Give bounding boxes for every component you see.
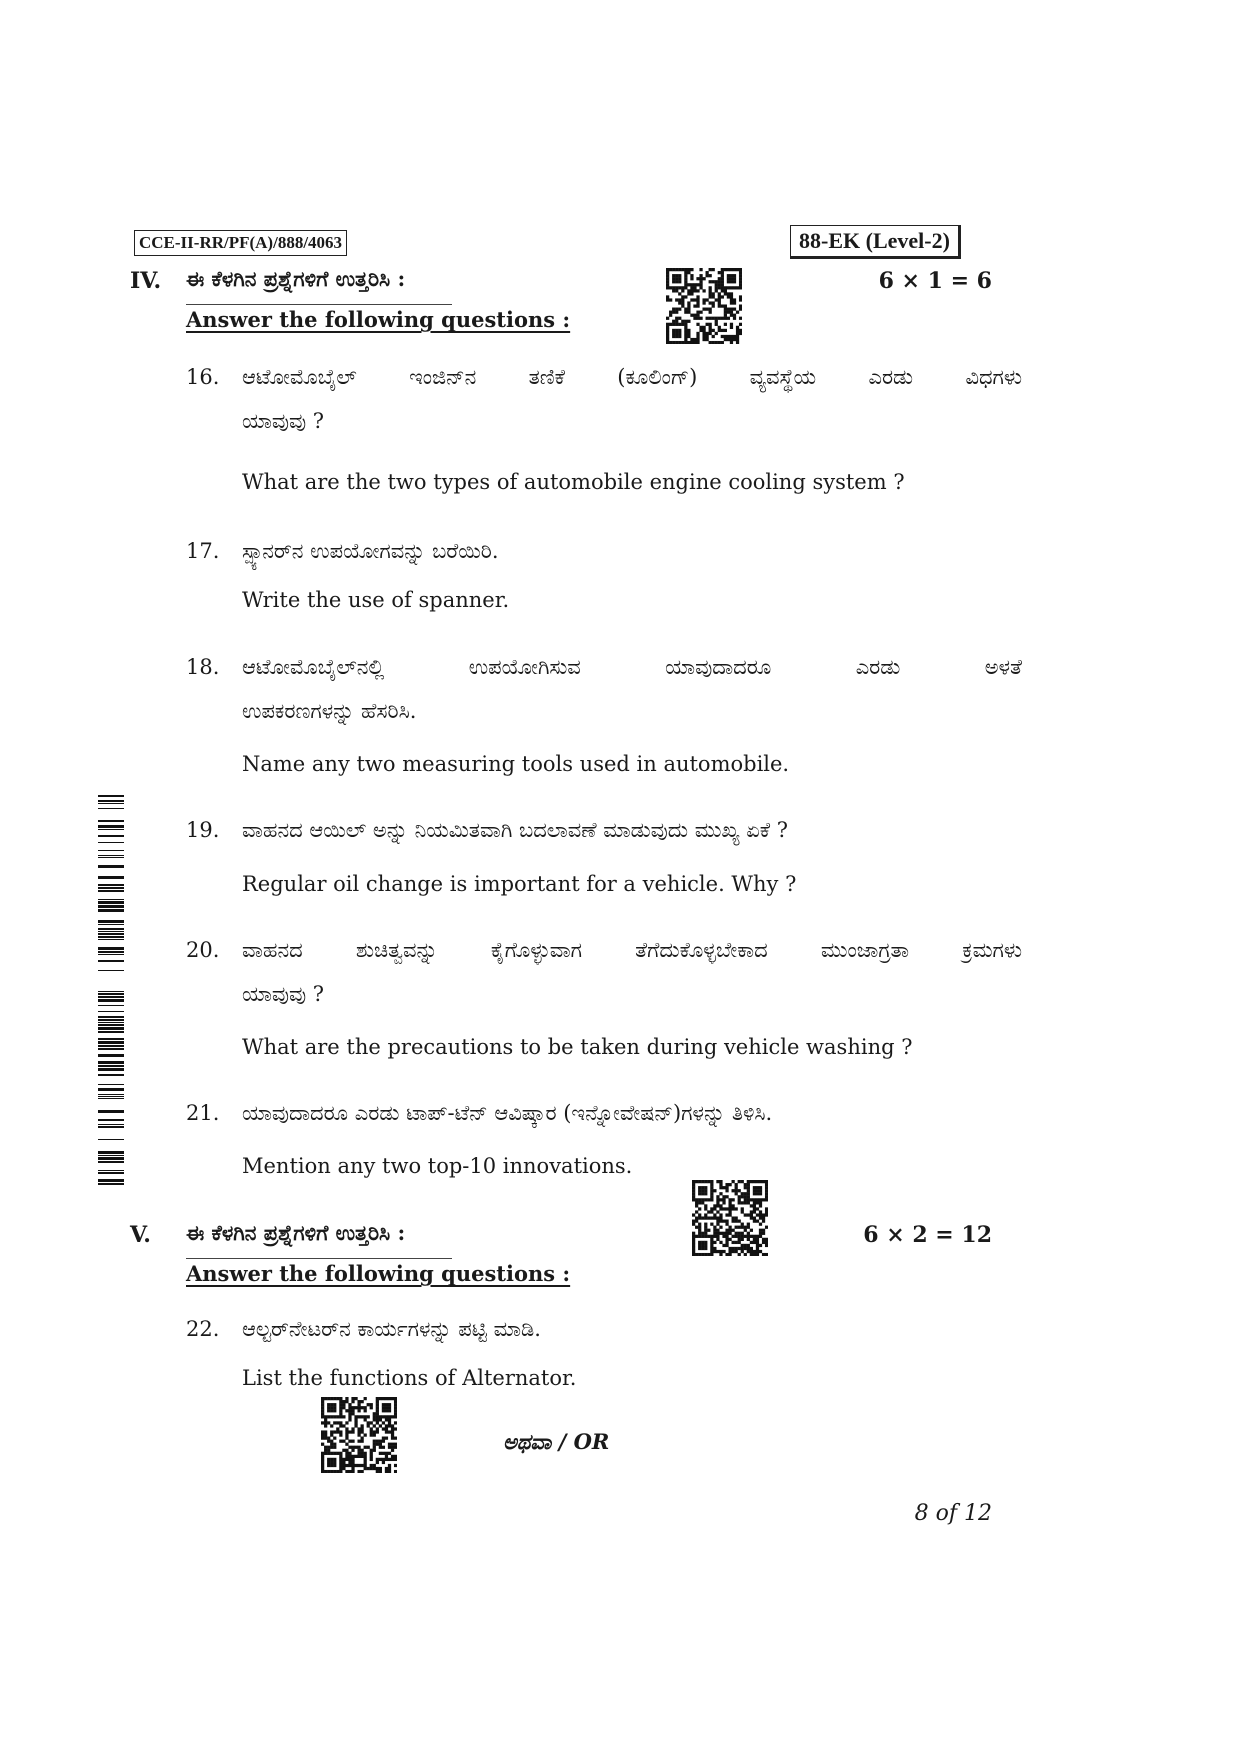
section-v-divider — [186, 1258, 452, 1259]
section-v-marks: 6 × 2 = 12 — [863, 1222, 992, 1248]
question-text-en: Name any two measuring tools used in automobile. — [242, 752, 790, 776]
question-text-en: Mention any two top-10 innovations. — [242, 1154, 633, 1178]
section-iv-divider — [186, 304, 452, 305]
question-number: 19. — [186, 818, 220, 842]
section-iv-title-kn: ಈ ಕೆಳಗಿನ ಪ್ರಶ್ನೆಗಳಿಗೆ ಉತ್ತರಿಸಿ : — [186, 266, 406, 291]
question-text-en: List the functions of Alternator. — [242, 1366, 577, 1390]
question-text-en: What are the two types of automobile engine cooling system ? — [242, 470, 905, 494]
question-text-kn: ಆಲ್ಟರ್‌ನೇಟರ್‌ನ ಕಾರ್ಯಗಳನ್ನು ಪಟ್ಟಿ ಮಾಡಿ. — [242, 1317, 541, 1341]
question-text-en: Write the use of spanner. — [242, 588, 510, 612]
section-iv-number: IV. — [130, 268, 162, 294]
question-number: 16. — [186, 365, 220, 389]
barcode-icon — [98, 795, 124, 1185]
section-v-title-en: Answer the following questions : — [186, 1261, 571, 1286]
question-text-kn-cont: ಯಾವುವು ? — [242, 982, 325, 1006]
or-label: ಅಥವಾ / OR — [503, 1429, 610, 1454]
page-number: 8 of 12 — [914, 1501, 992, 1526]
question-number: 20. — [186, 938, 220, 962]
question-text-kn-cont: ಯಾವುವು ? — [242, 409, 325, 433]
question-number: 21. — [186, 1101, 220, 1125]
question-text-kn: ವಾಹನದ ಆಯಿಲ್ ಅನ್ನು ನಿಯಮಿತವಾಗಿ ಬದಲಾವಣೆ ಮಾಡುವುದು ಮುಖ್ಯ ಏಕೆ ? — [242, 818, 789, 842]
question-number: 18. — [186, 655, 220, 679]
section-iv-marks: 6 × 1 = 6 — [878, 268, 992, 294]
question-text-kn-cont: ಉಪಕರಣಗಳನ್ನು ಹೆಸರಿಸಿ. — [242, 699, 417, 723]
qr-code-icon — [692, 1180, 768, 1256]
section-v-title-kn: ಈ ಕೆಳಗಿನ ಪ್ರಶ್ನೆಗಳಿಗೆ ಉತ್ತರಿಸಿ : — [186, 1220, 406, 1245]
question-text-kn: ವಾಹನದ ಶುಚಿತ್ವವನ್ನು ಕೈಗೊಳ್ಳುವಾಗ ತೆಗೆದುಕೊಳ್ಳಬೇಕಾದ ಮುಂಜಾಗ್ರತಾ ಕ್ರಮಗಳು — [242, 938, 1022, 962]
question-number: 17. — [186, 539, 220, 563]
question-number: 22. — [186, 1317, 220, 1341]
qr-code-icon — [321, 1397, 397, 1473]
question-text-kn: ಆಟೋಮೊಬೈಲ್ ಇಂಜಿನ್‌ನ ತಣಿಕೆ (ಕೂಲಿಂಗ್) ವ್ಯವಸ್ಥೆಯ ಎರಡು ವಿಧಗಳು — [242, 365, 1022, 389]
paper-code: CCE-II-RR/PF(A)/888/4063 — [134, 230, 347, 256]
question-text-kn: ಯಾವುದಾದರೂ ಎರಡು ಟಾಪ್-ಟೆನ್ ಆವಿಷ್ಕಾರ (ಇನ್ನೋವೇಷನ್)ಗಳನ್ನು ತಿಳಿಸಿ. — [242, 1101, 773, 1125]
qr-code-icon — [666, 268, 742, 344]
question-text-kn: ಸ್ಪ್ಯಾನರ್‌ನ ಉಪಯೋಗವನ್ನು ಬರೆಯಿರಿ. — [242, 539, 499, 563]
question-text-kn: ಆಟೋಮೊಬೈಲ್‌ನಲ್ಲಿ ಉಪಯೋಗಿಸುವ ಯಾವುದಾದರೂ ಎರಡು ಅಳತೆ — [242, 655, 1022, 679]
question-text-en: Regular oil change is important for a vehicle. Why ? — [242, 872, 797, 896]
section-iv-title-en: Answer the following questions : — [186, 307, 571, 332]
section-v-number: V. — [130, 1222, 151, 1248]
level-badge: 88-EK (Level-2) — [790, 225, 961, 259]
question-text-en: What are the precautions to be taken during vehicle washing ? — [242, 1035, 913, 1059]
